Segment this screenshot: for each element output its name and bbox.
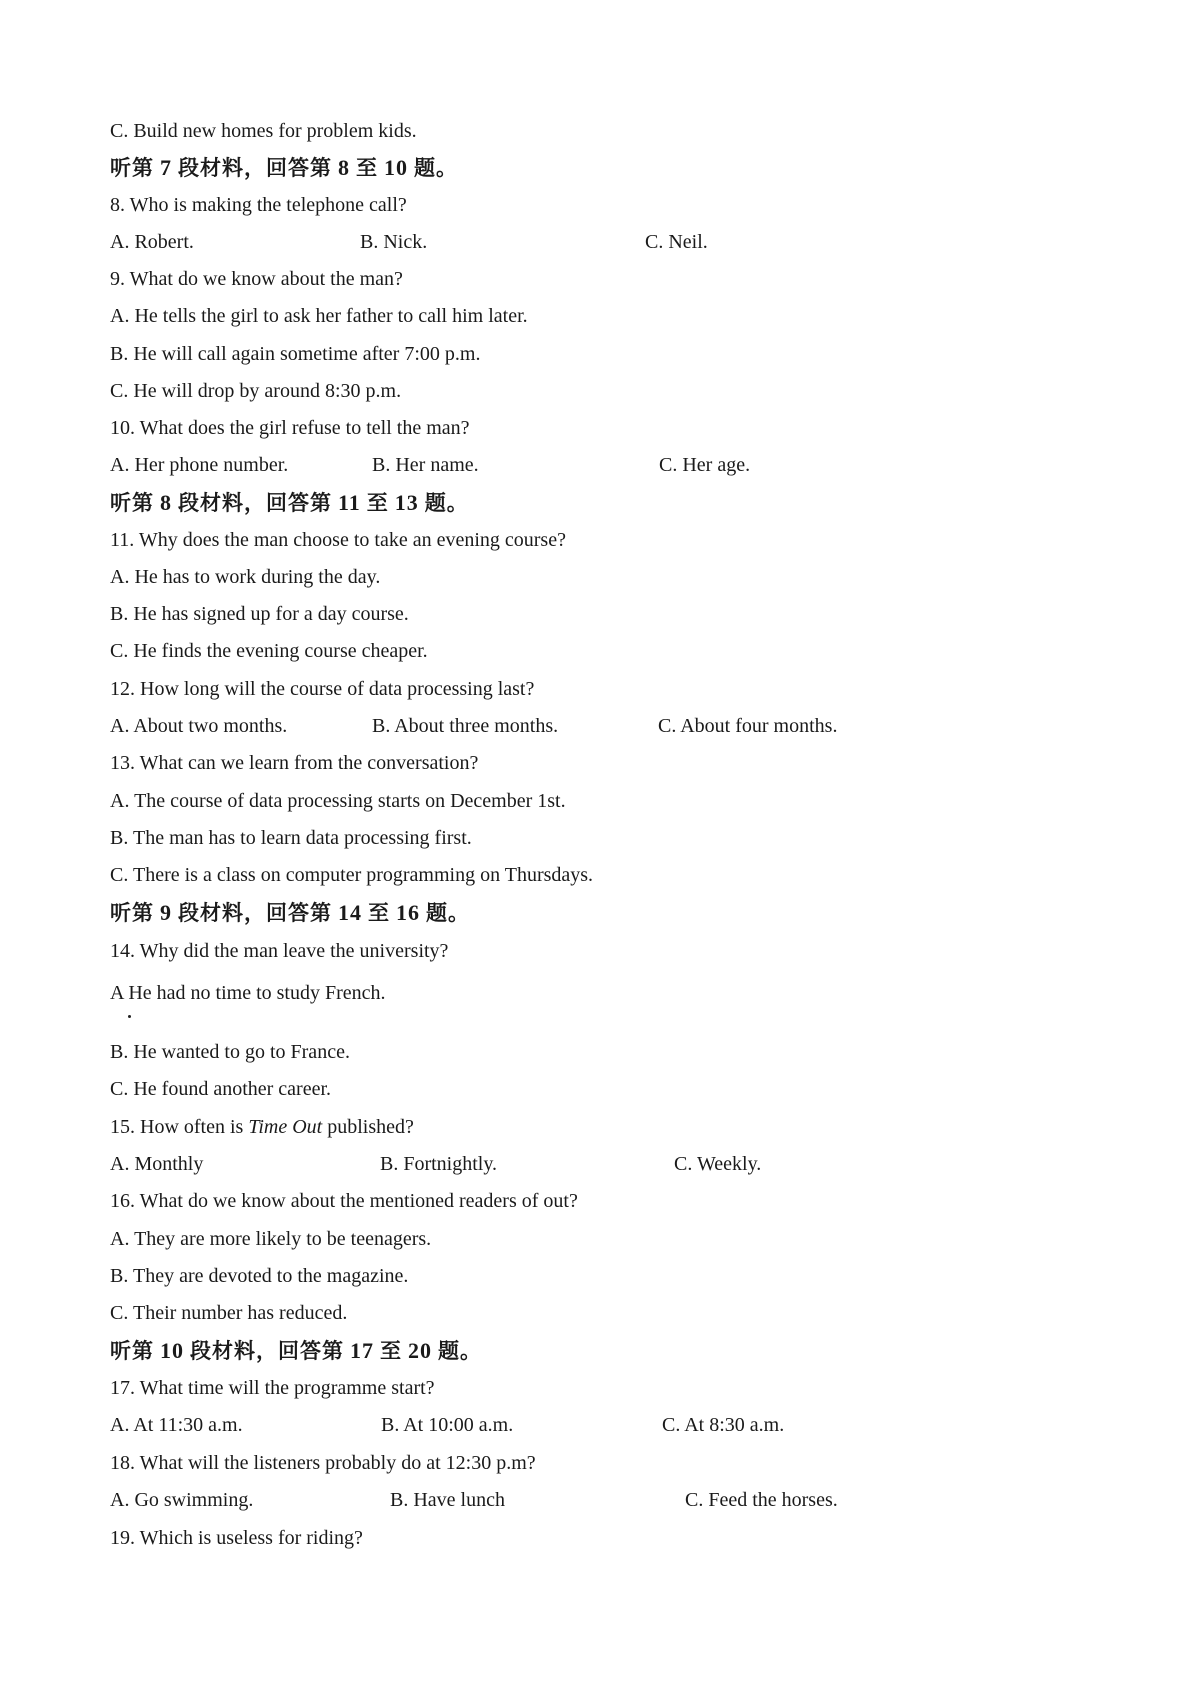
- options-row: [110, 713, 1010, 739]
- section-text: 段材料，回答第: [178, 491, 332, 515]
- section-number: 9: [160, 900, 172, 925]
- text-line: 16. What do we know about the mentioned readers of out?: [110, 1190, 578, 1212]
- text-line: 8. Who is making the telephone call?: [110, 194, 407, 216]
- answer-option: B. Nick.: [360, 231, 428, 253]
- answer-option: A. Go swimming.: [110, 1489, 254, 1511]
- text-line: A. They are more likely to be teenagers.: [110, 1228, 432, 1250]
- section-text: 听第: [110, 1339, 154, 1363]
- answer-option: A. Her phone number.: [110, 454, 289, 476]
- section-heading: [110, 155, 458, 181]
- text-line: A. The course of data processing starts on December 1st.: [110, 790, 566, 812]
- answer-option: A. At 11:30 a.m.: [110, 1414, 243, 1436]
- section-heading: [110, 1338, 482, 1364]
- stray-dot: [128, 1015, 131, 1018]
- text-line: C. He finds the evening course cheaper.: [110, 640, 428, 662]
- options-row: [110, 452, 1010, 478]
- answer-option: C. Neil.: [645, 231, 708, 253]
- text-line: C. He found another career.: [110, 1078, 332, 1100]
- section-text: 段材料，回答第: [178, 901, 332, 925]
- options-row: [110, 1151, 1010, 1177]
- answer-option: B. Her name.: [372, 454, 479, 476]
- section-number: 8: [160, 490, 172, 515]
- text-line: 11. Why does the man choose to take an evening course?: [110, 529, 566, 551]
- question-text: published?: [322, 1116, 414, 1138]
- text-line: A He had no time to study French.: [110, 982, 386, 1004]
- text-line: C. He will drop by around 8:30 p.m.: [110, 380, 402, 402]
- section-text: 段材料，回答第: [190, 1339, 344, 1363]
- text-line: B. He wanted to go to France.: [110, 1041, 350, 1063]
- section-number: 7: [160, 155, 172, 180]
- answer-option: A. Robert.: [110, 231, 194, 253]
- question-line: [110, 1114, 414, 1140]
- text-line: B. The man has to learn data processing first.: [110, 827, 472, 849]
- section-text: 至: [380, 1339, 402, 1363]
- text-line: 19. Which is useless for riding?: [110, 1527, 363, 1549]
- answer-option: C. About four months.: [658, 715, 838, 737]
- section-heading: [110, 900, 470, 926]
- section-heading: [110, 490, 469, 516]
- section-number: 10: [160, 1338, 184, 1363]
- section-text: 题。: [424, 491, 469, 515]
- text-line: C. There is a class on computer programming on Thursdays.: [110, 864, 594, 886]
- section-number: 17: [350, 1338, 374, 1363]
- text-line: 14. Why did the man leave the university?: [110, 940, 449, 962]
- section-number: 11: [338, 490, 361, 515]
- text-line: A. He has to work during the day.: [110, 566, 381, 588]
- text-line: C. Their number has reduced.: [110, 1302, 348, 1324]
- text-line: B. He will call again sometime after 7:00 p.m.: [110, 343, 481, 365]
- answer-option: A. Monthly: [110, 1153, 204, 1175]
- options-row: [110, 229, 1010, 255]
- text-line: 10. What does the girl refuse to tell the man?: [110, 417, 470, 439]
- text-line: A. He tells the girl to ask her father to call him later.: [110, 305, 528, 327]
- text-line: 12. How long will the course of data processing last?: [110, 678, 535, 700]
- answer-option: C. Feed the horses.: [685, 1489, 838, 1511]
- text-line: 17. What time will the programme start?: [110, 1377, 435, 1399]
- answer-option: B. Have lunch: [390, 1489, 505, 1511]
- text-line: C. Build new homes for problem kids.: [110, 120, 417, 142]
- section-text: 题。: [426, 901, 470, 925]
- answer-option: A. About two months.: [110, 715, 288, 737]
- answer-option: B. About three months.: [372, 715, 559, 737]
- answer-option: C. Her age.: [659, 454, 751, 476]
- section-text: 听第: [110, 156, 154, 180]
- section-text: 听第: [110, 901, 154, 925]
- options-row: [110, 1487, 1010, 1513]
- options-row: [110, 1412, 1010, 1438]
- section-number: 20: [408, 1338, 432, 1363]
- section-text: 题。: [438, 1339, 482, 1363]
- text-line: 9. What do we know about the man?: [110, 268, 403, 290]
- section-number: 16: [396, 900, 420, 925]
- question-text: 15. How often is: [110, 1116, 249, 1138]
- magazine-title: Time Out: [248, 1116, 323, 1138]
- section-number: 14: [338, 900, 362, 925]
- section-text: 至: [368, 901, 390, 925]
- answer-option: B. Fortnightly.: [380, 1153, 498, 1175]
- text-line: 13. What can we learn from the conversation?: [110, 752, 479, 774]
- section-text: 至: [356, 156, 378, 180]
- section-text: 题。: [414, 156, 458, 180]
- answer-option: C. At 8:30 a.m.: [662, 1414, 785, 1436]
- section-text: 段材料，回答第: [178, 156, 332, 180]
- text-line: B. He has signed up for a day course.: [110, 603, 409, 625]
- text-line: B. They are devoted to the magazine.: [110, 1265, 409, 1287]
- text-line: 18. What will the listeners probably do at 12:30 p.m?: [110, 1452, 536, 1474]
- answer-option: C. Weekly.: [674, 1153, 762, 1175]
- section-number: 8: [338, 155, 350, 180]
- section-number: 10: [384, 155, 408, 180]
- section-number: 13: [394, 490, 419, 515]
- section-text: 至: [366, 491, 389, 515]
- answer-option: B. At 10:00 a.m.: [381, 1414, 514, 1436]
- section-text: 听第: [110, 491, 154, 515]
